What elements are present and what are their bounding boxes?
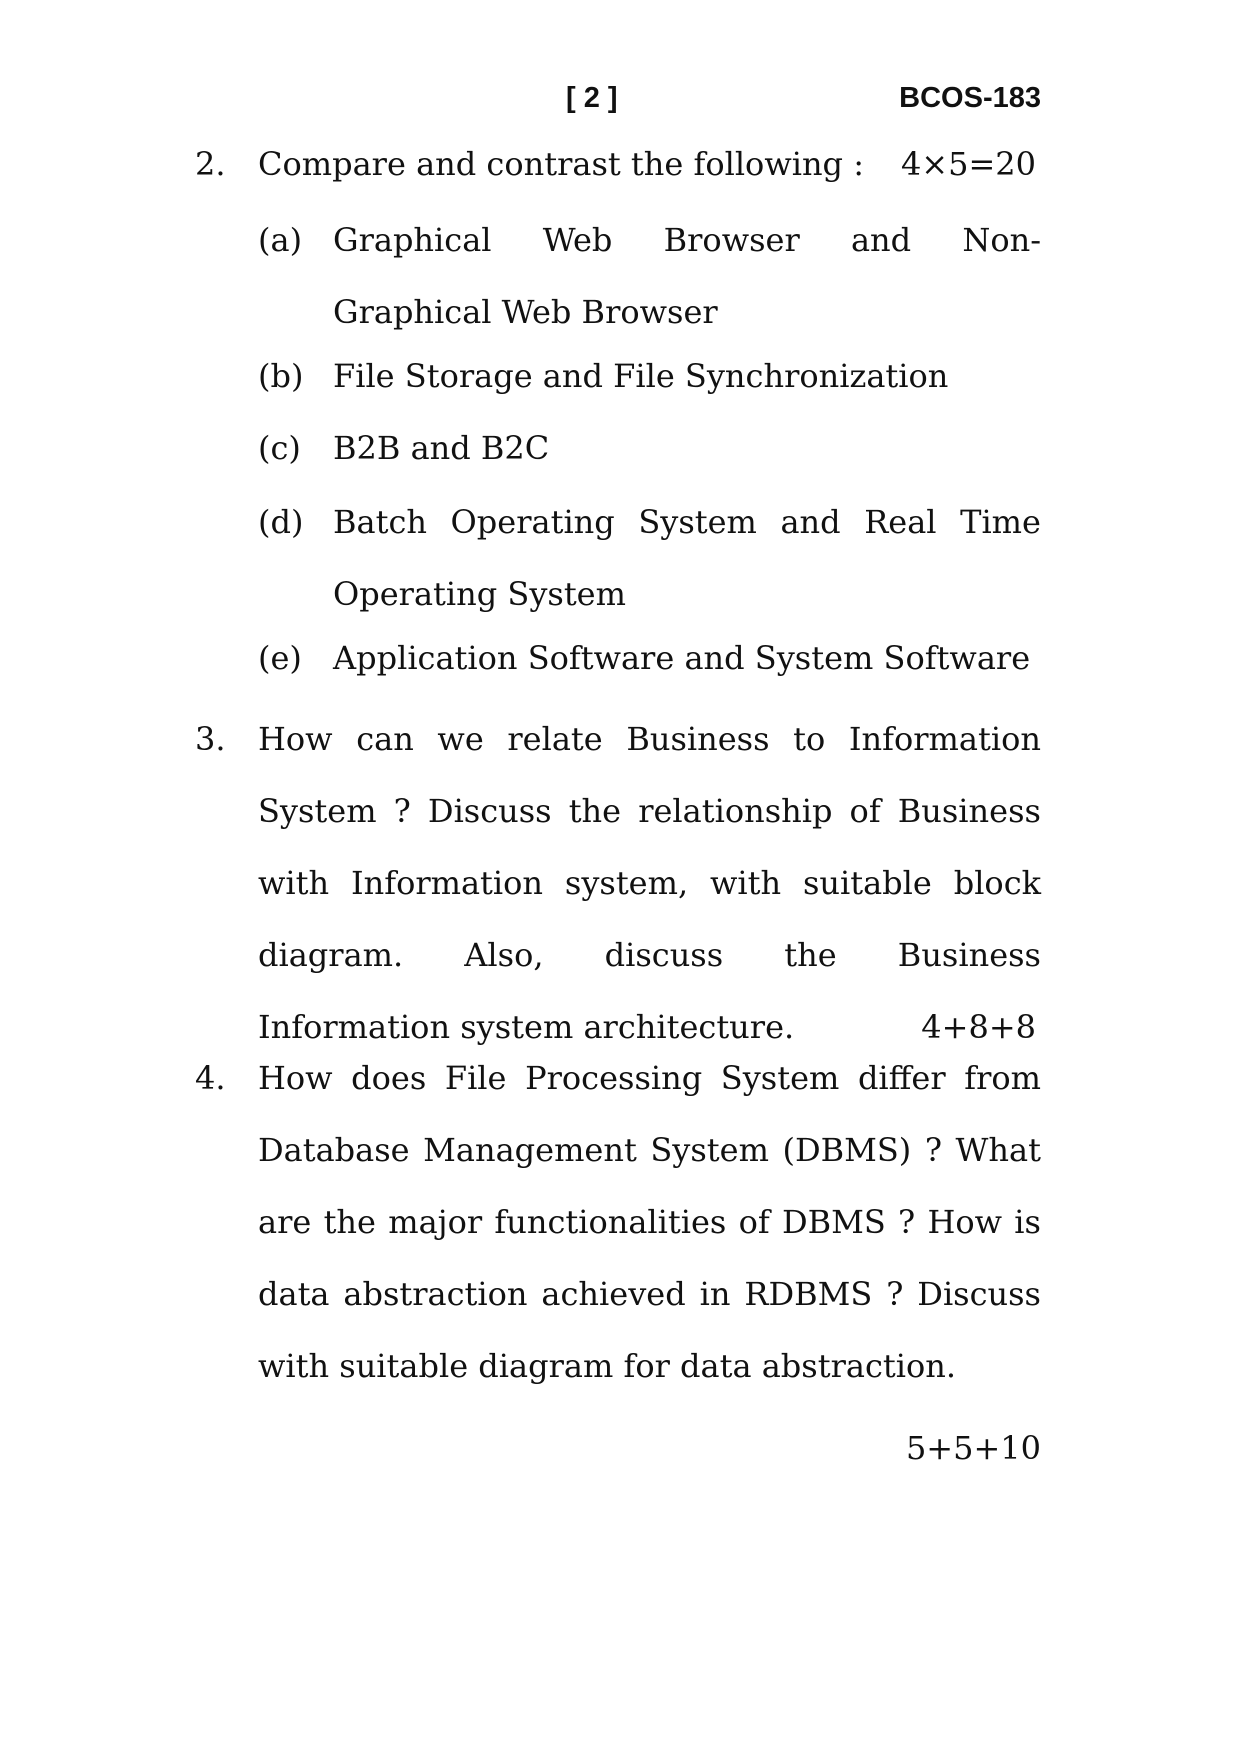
sub-question-label: (b) [258, 357, 304, 395]
word: the [784, 936, 837, 974]
question-2 [195, 128, 1041, 677]
sub-question-line [333, 486, 1041, 558]
word: Web [542, 221, 613, 259]
word: Business [626, 720, 770, 758]
word: differ [857, 1059, 946, 1097]
question-marks: 4×5=20 [900, 145, 1036, 183]
word: functionalities [494, 1203, 727, 1241]
word: data [258, 1275, 330, 1313]
word: System [638, 503, 757, 541]
last-line-text: Information system architecture. [258, 1008, 795, 1046]
question-line [258, 1042, 1041, 1114]
word: with [710, 864, 782, 902]
word: system, [564, 864, 689, 902]
word: Non- [962, 221, 1041, 259]
sub-question-line: B2B and B2C [333, 429, 550, 467]
word: major [388, 1203, 483, 1241]
word: suitable [802, 864, 932, 902]
question-3 [195, 703, 1041, 1046]
word: Discuss [917, 1275, 1041, 1313]
word: achieved [541, 1275, 686, 1313]
word: Batch [333, 503, 427, 541]
word: File [444, 1059, 507, 1097]
word: How [258, 720, 333, 758]
word: relate [507, 720, 603, 758]
sub-question-line [333, 204, 1041, 276]
word: System [258, 792, 377, 830]
word: What [955, 1131, 1041, 1169]
word: Management [423, 1131, 637, 1169]
word: ? [898, 1203, 916, 1241]
sub-question-label: (d) [258, 503, 304, 541]
word: How [927, 1203, 1003, 1241]
word: can [356, 720, 414, 758]
page-number: [ 2 ] [566, 82, 618, 114]
word: of [738, 1203, 770, 1241]
word: block [953, 864, 1041, 902]
question-line [258, 919, 1041, 991]
word: ? [886, 1275, 904, 1313]
word: the [568, 792, 622, 830]
sub-question-label: (c) [258, 429, 301, 467]
course-code: BCOS-183 [899, 82, 1041, 114]
word: RDBMS [744, 1275, 873, 1313]
word: Time [960, 503, 1041, 541]
word: to [793, 720, 826, 758]
word: with [258, 864, 330, 902]
word: Also, [464, 936, 544, 974]
word: Processing [525, 1059, 703, 1097]
sub-question-line: Operating System [333, 575, 626, 613]
word: ? [393, 792, 411, 830]
question-number: 2. [195, 145, 226, 183]
word: in [699, 1275, 731, 1313]
word: we [437, 720, 484, 758]
question-number: 4. [195, 1059, 226, 1097]
word: the [323, 1203, 376, 1241]
question-4-marks: 5+5+10 [905, 1429, 1041, 1467]
word: does [351, 1059, 427, 1097]
word: Information [350, 864, 544, 902]
word: System [720, 1059, 840, 1097]
question-line [258, 1258, 1041, 1330]
question-prompt: Compare and contrast the following : [258, 145, 864, 183]
sub-question-line: Graphical Web Browser [333, 293, 718, 331]
word: and [780, 503, 841, 541]
word: abstraction [343, 1275, 528, 1313]
word: diagram. [258, 936, 404, 974]
word: DBMS [781, 1203, 886, 1241]
word: and [850, 221, 912, 259]
question-line [258, 703, 1041, 775]
word: is [1014, 1203, 1041, 1241]
word: Business [897, 792, 1041, 830]
word: System [650, 1131, 769, 1169]
word: Database [258, 1131, 410, 1169]
question-line [258, 775, 1041, 847]
question-marks: 4+8+8 [921, 1008, 1036, 1046]
word: Browser [663, 221, 800, 259]
word: from [964, 1059, 1041, 1097]
word: discuss [604, 936, 724, 974]
word: (DBMS) [782, 1131, 912, 1169]
question-line [258, 1114, 1041, 1186]
word: relationship [638, 792, 833, 830]
word: Information [848, 720, 1041, 758]
question-4 [195, 1042, 1041, 1385]
word: of [849, 792, 881, 830]
sub-question-label: (e) [258, 639, 302, 677]
word: Real [864, 503, 937, 541]
word: are [258, 1203, 312, 1241]
word: Operating [450, 503, 615, 541]
question-line [258, 847, 1041, 919]
word: Business [897, 936, 1041, 974]
sub-question-label: (a) [258, 221, 303, 259]
word: Graphical [333, 221, 492, 259]
sub-question-line: Application Software and System Software [333, 639, 1031, 677]
question-text [258, 128, 1041, 200]
word: How [258, 1059, 333, 1097]
word: ? [924, 1131, 942, 1169]
word: Discuss [427, 792, 552, 830]
question-line: with suitable diagram for data abstraction. [258, 1347, 956, 1385]
sub-question-line: File Storage and File Synchronization [333, 357, 949, 395]
question-line [258, 1186, 1041, 1258]
question-number: 3. [195, 720, 226, 758]
